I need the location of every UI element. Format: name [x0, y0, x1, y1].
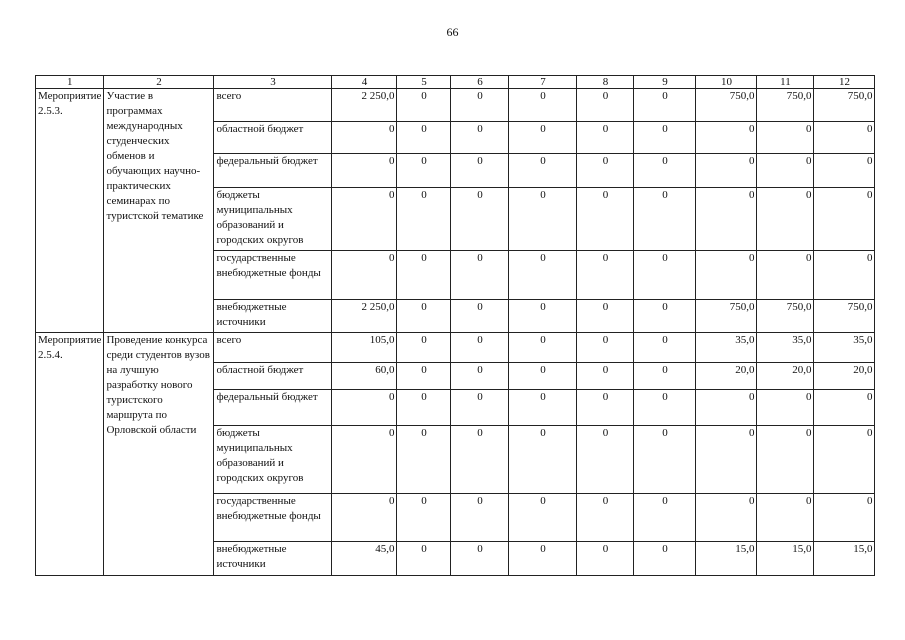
value-cell: 0 — [577, 122, 634, 154]
value-cell: 0 — [634, 363, 696, 390]
value-cell: 20,0 — [696, 363, 757, 390]
measure-code: Мероприятие 2.5.4. — [36, 333, 104, 576]
value-cell: 0 — [577, 300, 634, 333]
column-header: 6 — [451, 76, 509, 89]
column-header: 5 — [397, 76, 451, 89]
column-header: 3 — [214, 76, 332, 89]
value-cell: 0 — [634, 542, 696, 576]
value-cell: 0 — [332, 390, 397, 426]
value-cell: 0 — [451, 426, 509, 494]
funding-source: государственные внебюджетные фонды — [214, 494, 332, 542]
value-cell: 0 — [332, 154, 397, 188]
funding-source: всего — [214, 333, 332, 363]
header-row — [36, 76, 875, 89]
column-header: 8 — [577, 76, 634, 89]
value-cell: 0 — [814, 122, 875, 154]
value-cell: 0 — [757, 494, 814, 542]
column-header: 12 — [814, 76, 875, 89]
funding-source: внебюджетные источники — [214, 300, 332, 333]
value-cell: 750,0 — [814, 89, 875, 122]
value-cell: 0 — [634, 154, 696, 188]
column-header: 4 — [332, 76, 397, 89]
value-cell: 0 — [634, 188, 696, 251]
value-cell: 105,0 — [332, 333, 397, 363]
value-cell: 0 — [332, 426, 397, 494]
value-cell: 0 — [451, 154, 509, 188]
value-cell: 0 — [577, 426, 634, 494]
funding-source: федеральный бюджет — [214, 390, 332, 426]
page-number: 66 — [446, 25, 459, 39]
table-body — [36, 76, 875, 576]
value-cell: 0 — [814, 390, 875, 426]
value-cell: 0 — [814, 251, 875, 300]
value-cell: 45,0 — [332, 542, 397, 576]
value-cell: 0 — [397, 188, 451, 251]
value-cell: 0 — [397, 154, 451, 188]
value-cell: 0 — [757, 390, 814, 426]
value-cell: 0 — [577, 154, 634, 188]
value-cell: 0 — [332, 188, 397, 251]
value-cell: 0 — [332, 494, 397, 542]
value-cell: 750,0 — [757, 300, 814, 333]
value-cell: 35,0 — [757, 333, 814, 363]
value-cell: 750,0 — [696, 89, 757, 122]
value-cell: 0 — [577, 542, 634, 576]
value-cell: 0 — [509, 154, 577, 188]
measure-description: Проведение конкурса среди студентов вузов на лучшую разработку нового туристского маршрута по Орловской области — [104, 333, 214, 576]
column-header: 7 — [509, 76, 577, 89]
value-cell: 15,0 — [757, 542, 814, 576]
value-cell: 35,0 — [696, 333, 757, 363]
value-cell: 0 — [332, 251, 397, 300]
value-cell: 0 — [451, 363, 509, 390]
value-cell: 0 — [397, 89, 451, 122]
value-cell: 0 — [509, 542, 577, 576]
value-cell: 0 — [634, 494, 696, 542]
value-cell: 0 — [509, 363, 577, 390]
value-cell: 0 — [814, 188, 875, 251]
value-cell: 0 — [757, 188, 814, 251]
value-cell: 0 — [397, 542, 451, 576]
measure-description: Участие в программах международных студенческих обменов и обучающих научно-практических семинарах по туристской тематике — [104, 89, 214, 333]
value-cell: 0 — [332, 122, 397, 154]
budget-table — [35, 75, 875, 576]
value-cell: 750,0 — [757, 89, 814, 122]
value-cell: 20,0 — [814, 363, 875, 390]
funding-source: внебюджетные источники — [214, 542, 332, 576]
value-cell: 0 — [397, 494, 451, 542]
value-cell: 0 — [577, 251, 634, 300]
value-cell: 0 — [577, 188, 634, 251]
value-cell: 0 — [451, 333, 509, 363]
value-cell: 0 — [696, 494, 757, 542]
funding-source: бюджеты муниципальных образований и городских округов — [214, 188, 332, 251]
value-cell: 0 — [577, 89, 634, 122]
value-cell: 0 — [509, 188, 577, 251]
funding-source: бюджеты муниципальных образований и городских округов — [214, 426, 332, 494]
value-cell: 0 — [509, 426, 577, 494]
value-cell: 0 — [757, 426, 814, 494]
funding-source: федеральный бюджет — [214, 154, 332, 188]
value-cell: 0 — [634, 426, 696, 494]
value-cell: 15,0 — [814, 542, 875, 576]
value-cell: 0 — [814, 494, 875, 542]
table-row — [36, 333, 875, 363]
value-cell: 0 — [696, 122, 757, 154]
value-cell: 0 — [451, 542, 509, 576]
value-cell: 0 — [397, 363, 451, 390]
value-cell: 60,0 — [332, 363, 397, 390]
value-cell: 2 250,0 — [332, 300, 397, 333]
value-cell: 0 — [814, 426, 875, 494]
value-cell: 0 — [696, 426, 757, 494]
value-cell: 0 — [451, 251, 509, 300]
value-cell: 0 — [397, 426, 451, 494]
value-cell: 0 — [577, 333, 634, 363]
value-cell: 0 — [397, 122, 451, 154]
value-cell: 0 — [634, 390, 696, 426]
value-cell: 0 — [757, 122, 814, 154]
value-cell: 0 — [451, 89, 509, 122]
value-cell: 0 — [397, 333, 451, 363]
value-cell: 20,0 — [757, 363, 814, 390]
value-cell: 0 — [814, 154, 875, 188]
value-cell: 0 — [696, 251, 757, 300]
value-cell: 15,0 — [696, 542, 757, 576]
value-cell: 0 — [634, 333, 696, 363]
value-cell: 0 — [509, 300, 577, 333]
value-cell: 0 — [634, 300, 696, 333]
value-cell: 0 — [397, 251, 451, 300]
value-cell: 35,0 — [814, 333, 875, 363]
table-row — [36, 89, 875, 122]
value-cell: 0 — [634, 251, 696, 300]
value-cell: 0 — [577, 390, 634, 426]
column-header: 1 — [36, 76, 104, 89]
funding-source: областной бюджет — [214, 363, 332, 390]
column-header: 11 — [757, 76, 814, 89]
funding-source: государственные внебюджетные фонды — [214, 251, 332, 300]
value-cell: 0 — [577, 494, 634, 542]
value-cell: 0 — [451, 494, 509, 542]
value-cell: 0 — [577, 363, 634, 390]
value-cell: 750,0 — [814, 300, 875, 333]
value-cell: 0 — [696, 390, 757, 426]
value-cell: 0 — [509, 251, 577, 300]
value-cell: 0 — [757, 251, 814, 300]
value-cell: 0 — [696, 154, 757, 188]
value-cell: 0 — [696, 188, 757, 251]
value-cell: 750,0 — [696, 300, 757, 333]
value-cell: 0 — [397, 390, 451, 426]
value-cell: 0 — [451, 188, 509, 251]
value-cell: 0 — [397, 300, 451, 333]
value-cell: 0 — [757, 154, 814, 188]
value-cell: 0 — [509, 390, 577, 426]
value-cell: 0 — [634, 122, 696, 154]
value-cell: 0 — [451, 390, 509, 426]
value-cell: 0 — [509, 89, 577, 122]
value-cell: 0 — [509, 333, 577, 363]
value-cell: 0 — [451, 300, 509, 333]
value-cell: 0 — [634, 89, 696, 122]
value-cell: 0 — [509, 122, 577, 154]
column-header: 2 — [104, 76, 214, 89]
value-cell: 2 250,0 — [332, 89, 397, 122]
value-cell: 0 — [509, 494, 577, 542]
funding-source: всего — [214, 89, 332, 122]
measure-code: Мероприятие 2.5.3. — [36, 89, 104, 333]
column-header: 10 — [696, 76, 757, 89]
column-header: 9 — [634, 76, 696, 89]
value-cell: 0 — [451, 122, 509, 154]
funding-source: областной бюджет — [214, 122, 332, 154]
